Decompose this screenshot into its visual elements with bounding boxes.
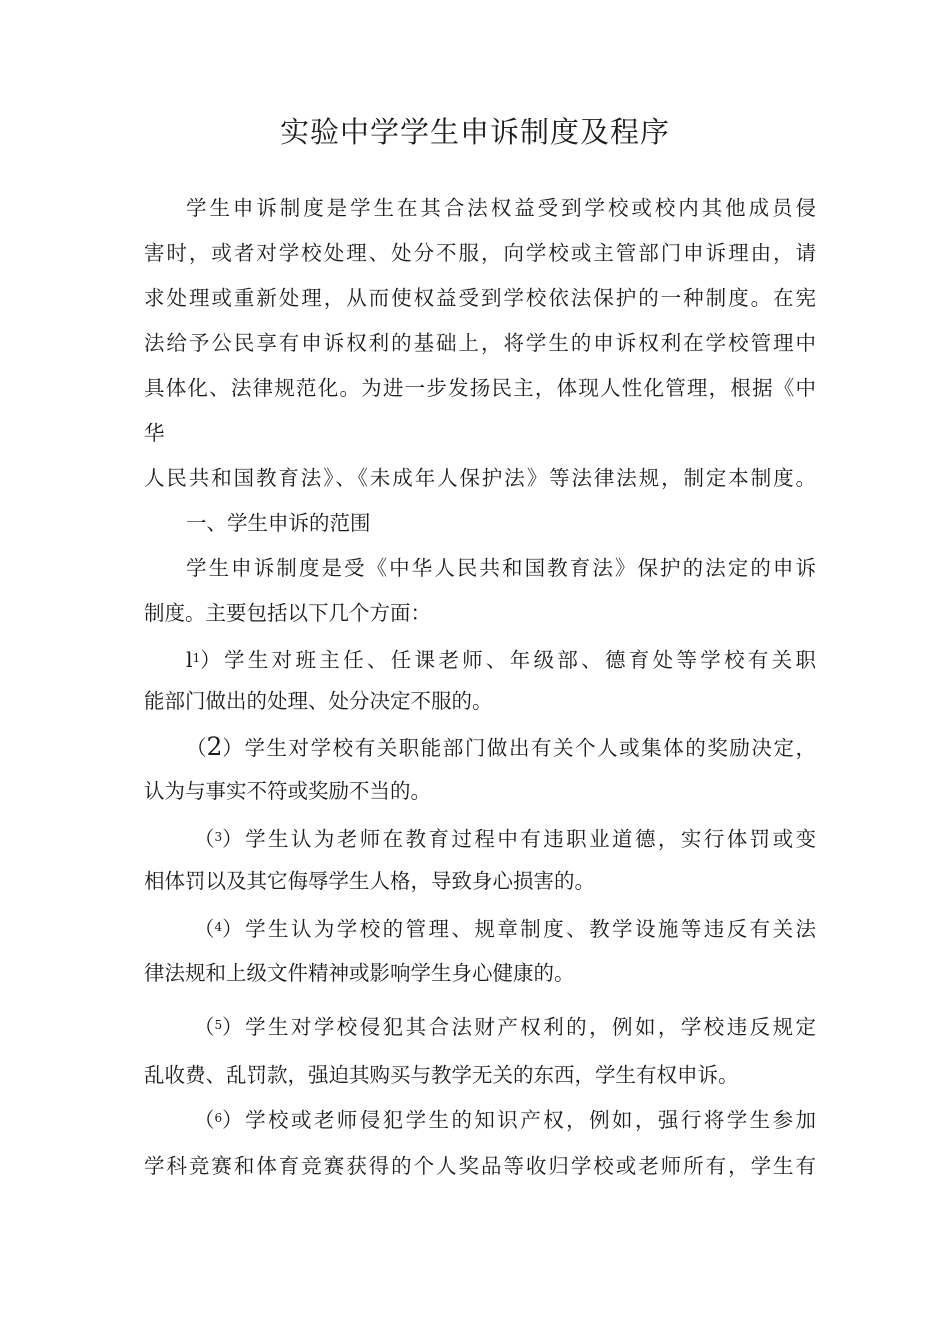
item-marker: $l^1$） <box>186 648 221 672</box>
list-item-5 <box>194 1010 816 1042</box>
paragraph-line: 华 <box>144 421 165 445</box>
paragraph-line: 害时，或者对学校处理、处分不服，向学校或主管部门申诉理由，请 <box>144 241 816 265</box>
list-item-3 <box>194 822 816 854</box>
section-heading: 一、学生申诉的范围 <box>186 511 371 535</box>
paragraph-line: 学生申诉制度是受《中华人民共和国教育法》保护的法定的申诉 <box>186 556 816 580</box>
item-text: 学生认为学校的管理、规章制度、教学设施等违反有关法 <box>242 917 816 941</box>
paragraph-line: 人民共和国教育法》、《未成年人保护法》等法律法规，制定本制度。 <box>144 466 816 490</box>
list-item-2 <box>186 732 816 763</box>
item-marker: （2） <box>186 732 243 761</box>
list-item-4 <box>194 912 816 944</box>
paragraph-line: 具体化、法律规范化。为进一步发扬民主，体现人性化管理，根据《中 <box>144 376 816 400</box>
paragraph-line: 相体罚以及其它侮辱学生人格，导致身心损害的。 <box>144 869 595 893</box>
paragraph-line: 律法规和上级文件精神或影响学生身心健康的。 <box>144 961 575 985</box>
paragraph-line: 学生申诉制度是学生在其合法权益受到学校或校内其他成员侵 <box>186 196 816 220</box>
item-marker: （$^4$） <box>194 917 243 941</box>
paragraph-line: 学科竞赛和体育竞赛获得的个人奖品等收归学校或老师所有，学生有 <box>144 1154 816 1178</box>
item-text: 学生对班主任、任课老师、年级部、德育处等学校有关职 <box>220 648 816 672</box>
item-text: 学生认为老师在教育过程中有违职业道德，实行体罚或变 <box>242 827 816 851</box>
list-item-6 <box>194 1103 816 1135</box>
paragraph-line: 能部门做出的处理、处分决定不服的。 <box>144 689 493 713</box>
item-text: 学生对学校侵犯其合法财产权利的，例如，学校违反规定 <box>242 1015 816 1039</box>
paragraph-line: 认为与事实不符或奖励不当的。 <box>144 779 431 803</box>
paragraph-line: 乱收费、乱罚款，强迫其购买与教学无关的东西，学生有权申诉。 <box>144 1063 739 1087</box>
item-marker: （$^6$） <box>194 1108 243 1132</box>
item-marker: （$^5$） <box>194 1015 243 1039</box>
paragraph-line: 制度。主要包括以下几个方面： <box>144 601 431 625</box>
paragraph-line: 求处理或重新处理，从而使权益受到学校依法保护的一种制度。在宪 <box>144 286 816 310</box>
document-title: 实验中学学生申诉制度及程序 <box>279 115 670 149</box>
paragraph-line: 法给予公民享有申诉权利的基础上，将学生的申诉权利在学校管理中 <box>144 331 816 355</box>
item-text: 学校或老师侵犯学生的知识产权，例如，强行将学生参加 <box>242 1108 816 1132</box>
list-item-1 <box>186 643 816 675</box>
item-text: 学生对学校有关职能部门做出有关个人或集体的奖励决定， <box>242 736 816 760</box>
item-marker: （$^3$） <box>194 827 243 851</box>
